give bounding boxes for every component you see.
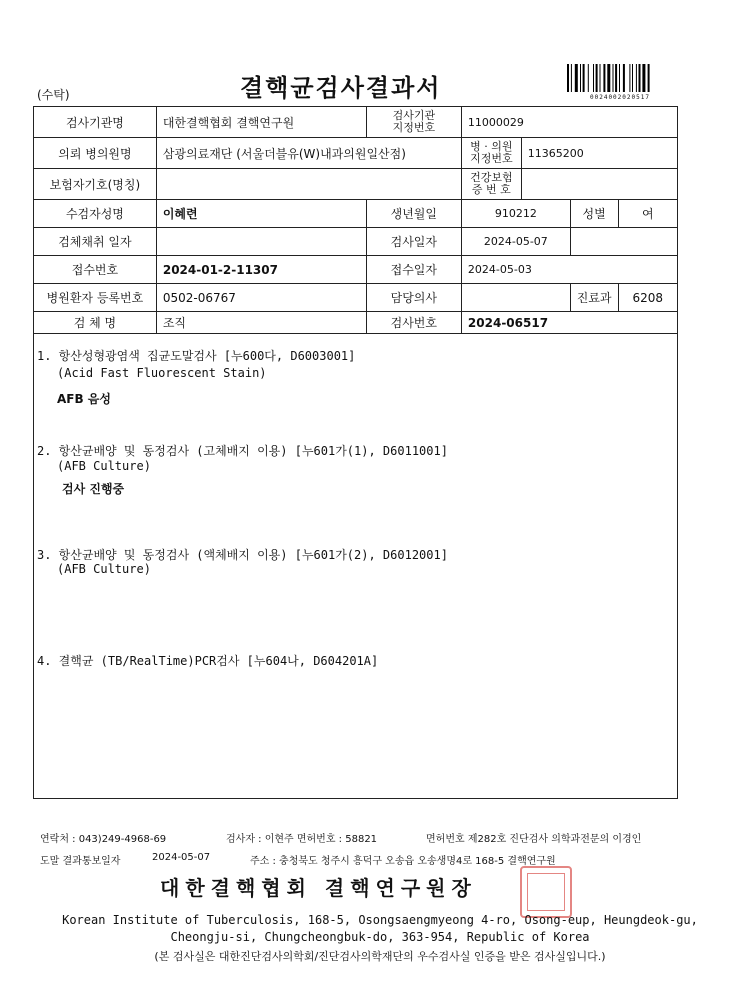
license-text: 면허번호 제282호 진단검사 의학과전문의 이경인 <box>426 834 642 845</box>
document-tag: (수탁) <box>37 88 70 102</box>
patient-reg-label: 병원환자 등록번호 <box>34 284 157 312</box>
test-item-title: 2. 항산균배양 및 동정검사 (고체배지 이용) [누601가(1), D6011001] <box>37 444 448 458</box>
receipt-no-value: 2024-01-2-11307 <box>156 256 366 284</box>
sex-value: 여 <box>618 200 677 228</box>
test-date-label: 검사일자 <box>366 228 461 256</box>
address-en-line2: Cheongju-si, Chungcheongbuk-do, 363-954, Republic of Korea <box>170 930 590 944</box>
barcode-bar <box>642 64 645 92</box>
report-date-label: 도말 결과통보일자 <box>40 856 121 867</box>
table-row <box>34 169 678 200</box>
clinic-name-label: 의뢰 병의원명 <box>34 138 157 169</box>
clinic-id-label <box>461 138 521 169</box>
receipt-no-label: 접수번호 <box>34 256 157 284</box>
birthdate-value: 910212 <box>461 200 570 228</box>
receipt-date-value: 2024-05-03 <box>461 256 677 284</box>
barcode-bar <box>636 64 637 92</box>
barcode-bar <box>580 64 581 92</box>
patient-reg-value: 0502-06767 <box>156 284 366 312</box>
test-item-subtitle: (AFB Culture) <box>57 459 151 473</box>
barcode-bar <box>629 64 630 92</box>
insurer-value <box>156 169 461 200</box>
test-item-title: 3. 항산균배양 및 동정검사 (액체배지 이용) [누601가(2), D6012001] <box>37 548 448 562</box>
institution-name: 대한결핵협회 결핵연구원장 <box>160 876 477 900</box>
receipt-date-label: 접수일자 <box>366 256 461 284</box>
barcode-bar <box>603 64 605 92</box>
barcode-bar <box>588 64 589 92</box>
patient-name-value: 이혜련 <box>156 200 366 228</box>
barcode-bar <box>575 64 578 92</box>
test-no-label: 검사번호 <box>366 312 461 334</box>
empty-cell <box>570 228 677 256</box>
insurer-label: 보험자기호(명칭) <box>34 169 157 200</box>
barcode-bar <box>567 64 569 92</box>
barcode-bar <box>593 64 594 92</box>
insurance-no-label-text: 건강보험 증 번 호 <box>470 171 513 196</box>
barcode-image <box>567 64 677 94</box>
test-date-value: 2024-05-07 <box>461 228 570 256</box>
barcode-bar <box>639 64 641 92</box>
barcode-bar <box>607 64 610 92</box>
info-table <box>33 106 678 334</box>
address-en-line1: Korean Institute of Tuberculosis, 168-5, Osongsaengmyeong 4-ro, Osong-eup, Heungdeok-gu, <box>62 913 698 927</box>
report-date-value: 2024-05-07 <box>152 852 211 863</box>
specimen-value: 조직 <box>156 312 366 334</box>
clinic-name-value: 삼광의료재단 (서울더블유(W)내과의원일산점) <box>156 138 461 169</box>
sex-label: 성별 <box>570 200 618 228</box>
collection-date-label: 검체채취 일자 <box>34 228 157 256</box>
patient-name-label: 수검자성명 <box>34 200 157 228</box>
department-value: 6208 <box>618 284 677 312</box>
insurance-no-label <box>461 169 521 200</box>
birthdate-label: 생년월일 <box>366 200 461 228</box>
table-row <box>34 228 678 256</box>
table-row <box>34 200 678 228</box>
clinic-id-value: 11365200 <box>521 138 677 169</box>
agency-id-value: 11000029 <box>461 107 677 138</box>
test-item-subtitle: (Acid Fast Fluorescent Stain) <box>57 366 267 380</box>
table-row <box>34 256 678 284</box>
certification-note: (본 검사실은 대한진단검사의학회/진단검사의학재단의 우수검사실 인증을 받은 검사실입니다.) <box>154 950 606 963</box>
contact-text: 연락처 : 043)249-4968-69 <box>40 834 167 845</box>
barcode-bar <box>596 64 598 92</box>
agency-id-label-text: 검사기관 지정번호 <box>392 109 436 134</box>
agency-name-value: 대한결핵협회 결핵연구원 <box>156 107 366 138</box>
table-row <box>34 107 678 138</box>
barcode-bar <box>619 64 620 92</box>
doctor-label: 담당의사 <box>366 284 461 312</box>
examiner-text: 검사자 : 이현주 면허번호 : 58821 <box>226 834 378 845</box>
barcode-number: 0024002020517 <box>590 94 650 101</box>
document-title: 결핵균검사결과서 <box>240 74 442 102</box>
barcode-bar <box>623 64 625 92</box>
agency-name-label: 검사기관명 <box>34 107 157 138</box>
address-kr: 주소 : 충청북도 청주시 흥덕구 오송읍 오송생명4로 168-5 결핵연구원 <box>250 856 556 867</box>
test-item-result: 검사 진행중 <box>62 482 125 496</box>
collection-date-value <box>156 228 366 256</box>
test-item-title: 1. 항산성형광염색 집균도말검사 [누600다, D6003001] <box>37 349 356 363</box>
agency-id-label <box>366 107 461 138</box>
barcode-bar <box>648 64 650 92</box>
table-row <box>34 138 678 169</box>
test-item-subtitle: (AFB Culture) <box>57 562 151 576</box>
doctor-value <box>461 284 570 312</box>
barcode-bar <box>615 64 617 92</box>
clinic-id-label-text: 병 · 의원 지정번호 <box>470 140 513 165</box>
seal-stamp <box>520 866 572 918</box>
barcode-bar <box>583 64 585 92</box>
test-item-result: AFB 음성 <box>57 392 111 406</box>
barcode-bar <box>600 64 601 92</box>
table-row <box>34 284 678 312</box>
barcode-bar <box>613 64 614 92</box>
insurance-no-value <box>521 169 677 200</box>
test-no-value: 2024-06517 <box>461 312 677 334</box>
barcode-bar <box>632 64 633 92</box>
department-label: 진료과 <box>570 284 618 312</box>
barcode-bar <box>571 64 572 92</box>
specimen-label: 검 체 명 <box>34 312 157 334</box>
test-item-title: 4. 결핵균 (TB/RealTime)PCR검사 [누604나, D604201A] <box>37 654 379 668</box>
